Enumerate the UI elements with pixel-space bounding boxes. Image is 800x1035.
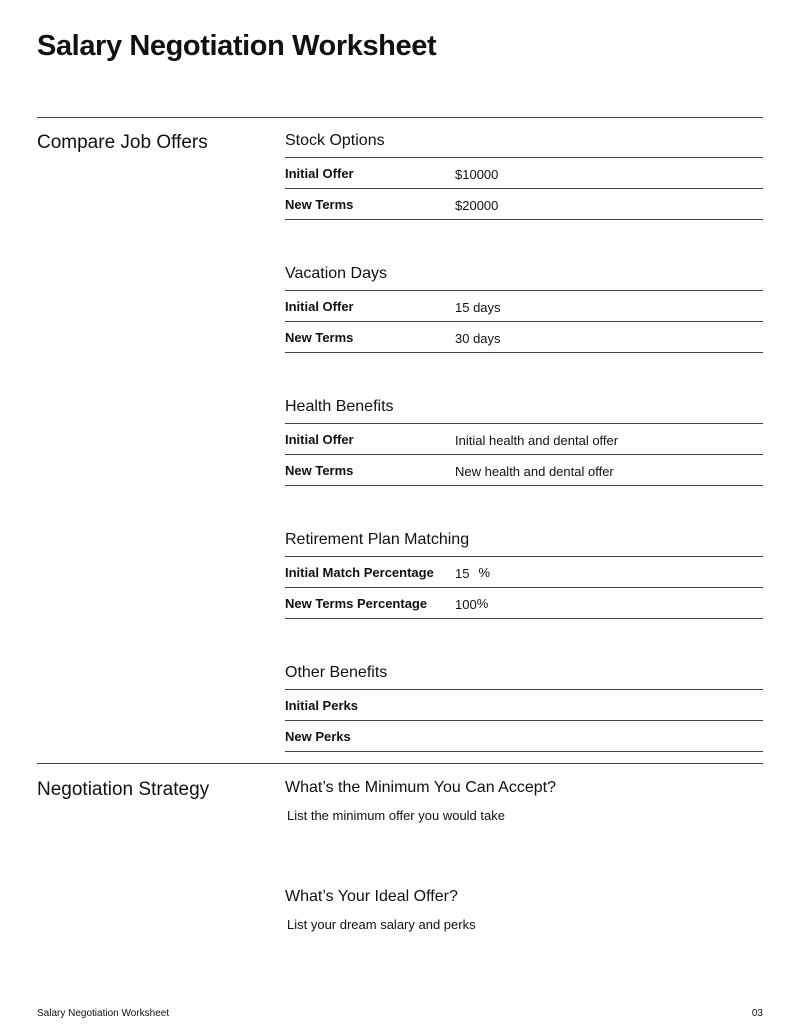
section-divider	[37, 117, 763, 118]
retirement-plan-group	[285, 523, 763, 619]
footer-title: Salary Negotiation Worksheet	[37, 1008, 170, 1019]
ideal-offer-field[interactable]: List your dream salary and perks	[287, 917, 476, 932]
negotiation-strategy	[285, 779, 763, 932]
field-row	[285, 158, 763, 189]
field-row	[285, 424, 763, 455]
group-title: Health Benefits	[285, 390, 763, 424]
field-row	[285, 291, 763, 322]
minimum-offer-field[interactable]: List the minimum offer you would take	[287, 808, 505, 823]
vacation-initial-field[interactable]: 15 days	[455, 300, 501, 315]
stock-initial-field[interactable]: $10000	[455, 167, 499, 182]
group-title: Other Benefits	[285, 656, 763, 690]
strategy-section-label: Negotiation Strategy	[37, 779, 210, 800]
stock-new-field[interactable]: $20000	[455, 198, 499, 213]
section-divider	[37, 763, 763, 764]
field-row	[285, 455, 763, 486]
field-row	[285, 588, 763, 619]
compare-section-label: Compare Job Offers	[37, 132, 208, 153]
ideal-question	[285, 888, 763, 932]
group-title: Retirement Plan Matching	[285, 523, 763, 557]
compare-job-offers	[285, 124, 763, 752]
health-new-field[interactable]: New health and dental offer	[455, 464, 614, 479]
field-label: New Terms Percentage	[285, 595, 428, 611]
percent-unit: %	[478, 564, 491, 580]
question-title: What’s Your Ideal Offer?	[285, 888, 458, 905]
field-label: Initial Offer	[285, 165, 354, 181]
field-label: Initial Offer	[285, 298, 354, 314]
field-label: New Perks	[285, 728, 351, 744]
question-title: What’s the Minimum You Can Accept?	[285, 779, 556, 796]
stock-options-group	[285, 124, 763, 220]
other-benefits-group	[285, 656, 763, 752]
field-label: New Terms	[285, 196, 354, 212]
field-label: Initial Perks	[285, 697, 358, 713]
retirement-initial-field[interactable]: 15	[455, 566, 470, 581]
vacation-days-group	[285, 257, 763, 353]
field-label: New Terms	[285, 329, 354, 345]
field-label: Initial Offer	[285, 431, 354, 447]
field-row	[285, 557, 763, 588]
health-initial-field[interactable]: Initial health and dental offer	[455, 433, 619, 448]
vacation-new-field[interactable]: 30 days	[455, 331, 501, 346]
field-label: Initial Match Percentage	[285, 564, 434, 580]
page-title: Salary Negotiation Worksheet	[37, 30, 437, 62]
health-benefits-group	[285, 390, 763, 486]
retirement-new-field[interactable]: 100	[455, 597, 477, 612]
field-row	[285, 322, 763, 353]
field-label: New Terms	[285, 462, 354, 478]
field-row	[285, 189, 763, 220]
minimum-question	[285, 779, 763, 823]
group-title: Vacation Days	[285, 257, 763, 291]
field-row	[285, 721, 763, 752]
group-title: Stock Options	[285, 124, 763, 158]
field-row	[285, 690, 763, 721]
percent-unit: %	[476, 595, 489, 611]
page-number: 03	[751, 1008, 763, 1019]
